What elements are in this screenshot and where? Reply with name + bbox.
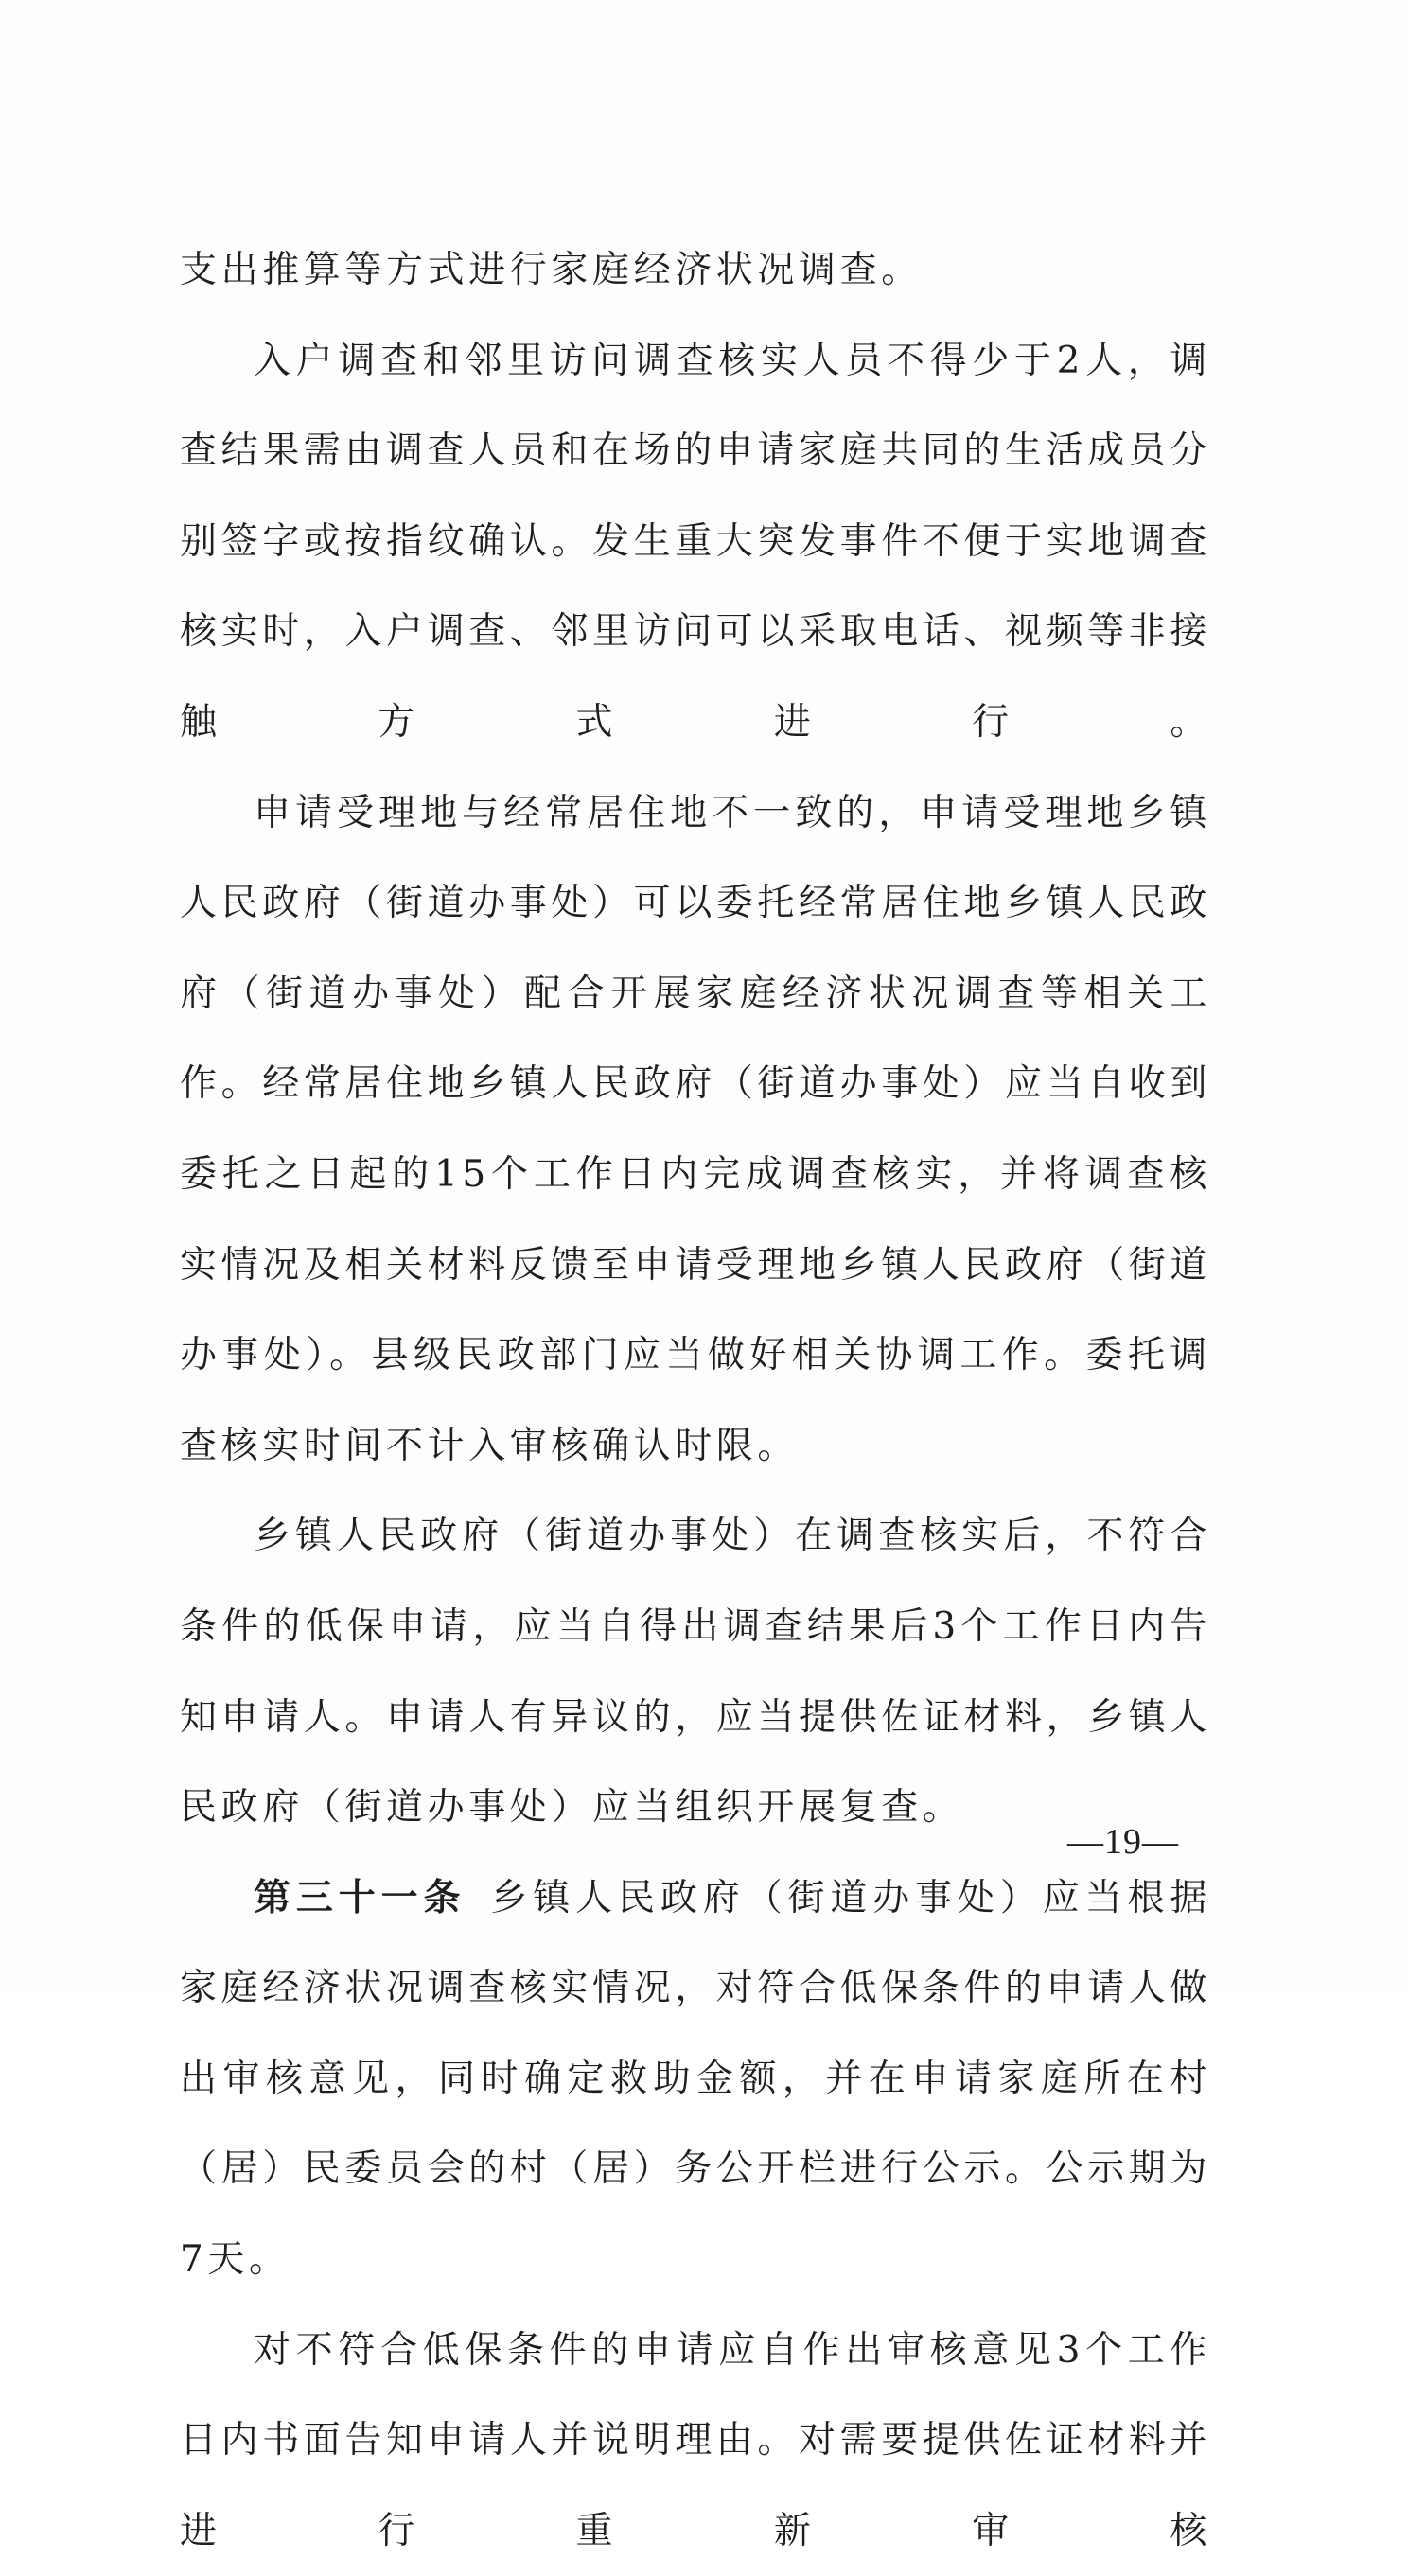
paragraph-4: 乡镇人民政府（街道办事处）在调查核实后，不符合条件的低保申请，应当自得出调查结果后3个工作日内告知申请人。申请人有异议的，应当提供佐证材料，乡镇人民政府（街道办事处）应当组织开展复查。 bbox=[180, 1515, 1212, 1830]
document-body bbox=[180, 225, 1211, 2576]
article-label: 第三十一条 bbox=[254, 1875, 466, 1919]
paragraph-1: 支出推算等方式进行家庭经济状况调查。 bbox=[180, 249, 923, 291]
paragraph-2: 入户调查和邻里访问调查核实人员不得少于2人，调查结果需由调查人员和在场的申请家庭共同的生活成员分别签字或按指纹确认。发生重大突发事件不便于实地调查核实时，入户调查、邻里访问可以采取电话、视频等非接触方式进行。 bbox=[180, 339, 1212, 744]
paragraph-3: 申请受理地与经常居住地不一致的，申请受理地乡镇人民政府（街道办事处）可以委托经常居住地乡镇人民政府（街道办事处）配合开展家庭经济状况调查等相关工作。经常居住地乡镇人民政府（街道办事处）应当自收到委托之日起的15个工作日内完成调查核实，并将调查核实情况及相关材料反馈至申请受理地乡镇人民政府（街道办事处）。县级民政部门应当做好相关协调工作。委托调查核实时间不计入审核确认时限。 bbox=[180, 791, 1212, 1467]
paragraph-5 bbox=[180, 1853, 1211, 2305]
paragraph-6: 对不符合低保条件的申请应自作出审核意见3个工作日内书面告知申请人并说明理由。对需要提供佐证材料并进行重新审核 bbox=[180, 2328, 1212, 2552]
article-text: 乡镇人民政府（街道办事处）应当根据家庭经济状况调查核实情况，对符合低保条件的申请人做出审核意见，同时确定救助金额，并在申请家庭所在村（居）民委员会的村（居）务公开栏进行公示。公示期为7天。 bbox=[180, 1876, 1212, 2282]
page-number: —19— bbox=[1067, 1822, 1179, 1862]
